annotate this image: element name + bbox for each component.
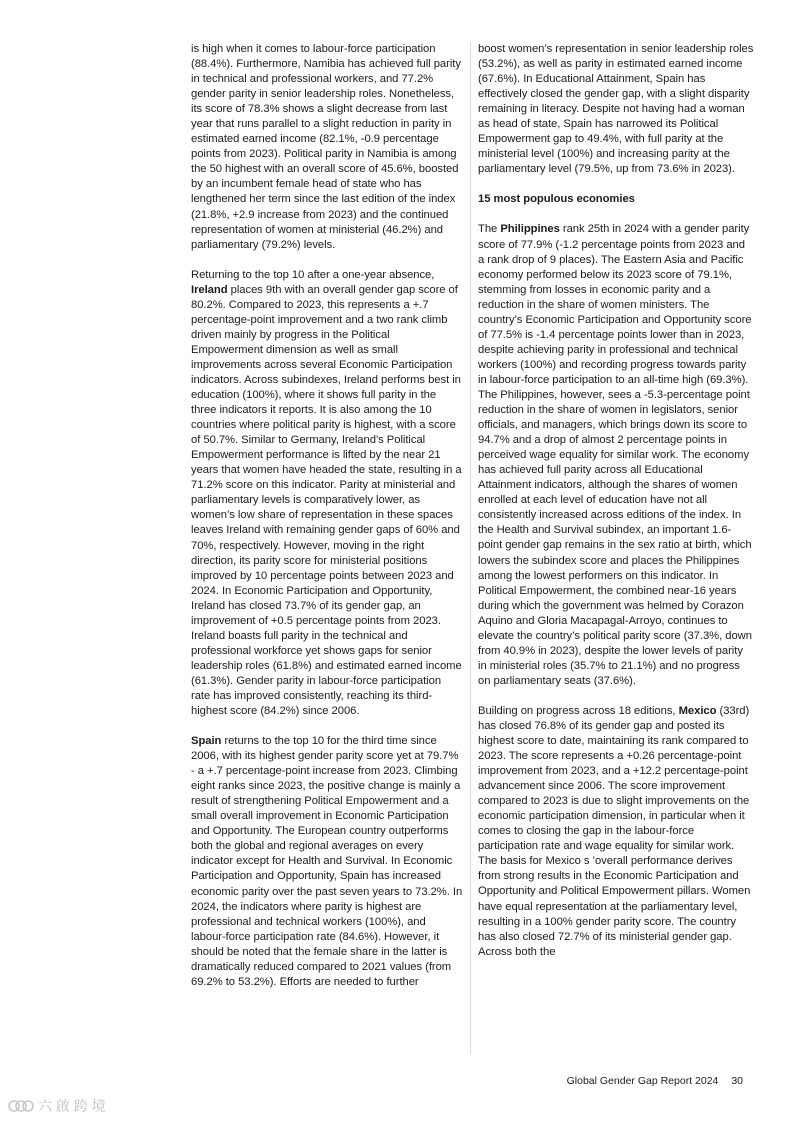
paragraph-ireland: [191, 268, 463, 719]
country-name-spain: Spain: [191, 735, 222, 748]
paragraph-spain-continued: boost women’s representation in senior leadership roles (53.2%), as well as parity in estimated earned income (67.6%). In Educational Attainment, Spain has effectively closed the gender gap, with a slight disparity remaining in literacy. Despite not having had a woman as head of state, Spain has narrowed its Political Empowerment gap to 49.4%, with full parity at the ministerial level (100%) and increasing parity at the parliamentary level (79.5%, up from 73.6% in 2023).: [478, 43, 754, 176]
paragraph-namibia: is high when it comes to labour-force participation (88.4%). Furthermore, Namibia has achieved full parity in technical and professional workers, and 77.2% gender parity in senior leadership roles. Nonetheless, its score of 78.3% shows a slight decrease from last year that runs parallel to a slight reduction in parity in estimated earned income (82.1%, -0.9 percentage points from 2023). Political parity in Namibia is among the 50 highest with an overall score of 45.6%, boosted by an incumbent female head of state who has lengthened her term since the last edition of the index (21.8%, +2.9 increase from 2023) and the continued representation of women at ministerial (46.2%) and parliamentary (79.2%) levels.: [191, 43, 461, 251]
paragraph-body: (33rd) has closed 76.8% of its gender gap and posted its highest score to date, maintaining its rank compared to 2023. The score represents a +0.26 percentage-point improvement from 2023, and a +12.2 percentage-point advancement since 2006. The score improvement compared to 2023 is due to slight improvements on the economic participation dimension, in particular when it comes to closing the gap in the labour-force participation rate and wage equality for similar work. The basis for Mexico s ’overall performance derives from strong results in the Economic Participation and Opportunity and Political Empowerment pillars. Women have equal representation at the parliamentary level, resulting in a 100% gender parity score. The country has also closed 72.7% of its ministerial gender gap. Across both the: [478, 704, 751, 958]
paragraph-body: returns to the top 10 for the third time since 2006, with its highest gender parity score yet at 79.7% - a +.7 percentage-point increase from 2023. Climbing eight ranks since 2023, the positive change is mainly a result of strengthening Political Empowerment and a small overall improvement in Economic Participation and Opportunity. The European country outperforms both the global and regional averages on every indicator except for Health and Survival. In Economic Participation and Opportunity, Spain has increased economic parity over the past seven years to 73.2%. In 2024, the indicators where parity is highest are professional and technical workers (100%), and labour-force participation rate (84.6%). However, it should be noted that the female share in the latter is dramatically reduced compared to 2021 values (from 69.2% to 53.2%). Efforts are needed to further: [191, 735, 463, 988]
country-name-ireland: Ireland: [191, 283, 228, 296]
page-footer: [567, 1075, 743, 1087]
paragraph-mexico: [478, 704, 754, 960]
country-name-philippines: Philippines: [500, 223, 560, 236]
report-title: Global Gender Gap Report 2024: [566, 1075, 719, 1087]
page-number: 30: [731, 1075, 743, 1087]
column-divider: [470, 42, 471, 1054]
paragraph-lead: The: [478, 223, 498, 236]
paragraph-body: rank 25th in 2024 with a gender parity score of 77.9% (-1.2 percentage points from 2023 and a rank drop of 9 places). The Eastern Asia and Pacific economy performed below its 2023 score of 79.1%, stemming from losses in economic parity and a reduction in the share of women ministers. The country’s Economic Participation and Opportunity score of 77.5% is -1.4 percentage points lower than in 2023, despite achieving parity in professional and technical workers (100%) and recording progress towards parity in labour-force participation to an all-time high (69.3%). The Philippines, however, sees a -5.3-percentage point reduction in the share of women in legislators, senior officials, and managers, which brings down its score to 94.7% and a drop of almost 2 percentage points in perceived wage equality for similar work. The economy has achieved full parity across all Educational Attainment indicators, although the shares of women enrolled at each level of education have not all consistently increased across editions of the index. In the Health and Survival subindex, an important 1.6-point gender gap remains in the sex ratio at birth, which lowers the subindex score and places the Philippines among the lowest performers on this indicator. In Political Empowerment, the combined near-16 years during which the government was helmed by Corazon Aquino and Gloria Macapagal-Arroyo, continues to elevate the country’s political parity score (37.3%, down from 40.9% in 2023), despite the lower levels of parity in ministerial roles (35.7% to 21.1%) and no progress on parliamentary seats (37.6%).: [478, 223, 752, 687]
section-heading: 15 most populous economies: [478, 193, 635, 206]
paragraph-body: places 9th with an overall gender gap score of 80.2%. Compared to 2023, this represents a +.7 percentage-point improvement and a two rank climb driven mainly by progress in the Political Empowerment dimension as well as small improvements across several Economic Participation indicators. Across subindexes, Ireland performs best in education (100%), where it shows full parity in the three indicators it reports. It is also among the 10 countries where political parity is highest, with a score of 50.7%. Similar to Germany, Ireland’s Political Empowerment performance is lifted by the near 21 years that women have headed the state, resulting in a 71.2% score on this indicator. Parity at ministerial and parliamentary levels is comparatively lower, as women’s low share of representation in these spaces leaves Ireland with remaining gender gaps of 60% and 70%, respectively. However, moving in the right direction, its parity score for ministerial positions improved by 10 percentage points between 2023 and 2024. In Economic Participation and Opportunity, Ireland has closed 73.7% of its gender gap, an improvement of +0.5 percentage points from 2023. Ireland boasts full parity in the technical and professional workforce yet shows gaps for senior leadership roles (61.8%) and estimated earned income (61.3%). Gender parity in labour-force participation rate has improved consistently, reaching its third-highest score (84.2%) since 2006.: [191, 283, 462, 718]
left-column: [191, 42, 463, 1005]
paragraph-lead: Returning to the top 10 after a one-year absence,: [191, 268, 435, 281]
watermark: [8, 1096, 106, 1116]
paragraph-philippines: [478, 222, 754, 688]
country-name-mexico: Mexico: [678, 704, 717, 717]
watermark-text: 六 啟 跨 境: [38, 1098, 106, 1114]
logo-icon: [8, 1097, 34, 1115]
paragraph-lead: Building on progress across 18 editions,: [478, 704, 676, 717]
paragraph-spain: [191, 734, 463, 990]
right-column: [478, 42, 754, 975]
